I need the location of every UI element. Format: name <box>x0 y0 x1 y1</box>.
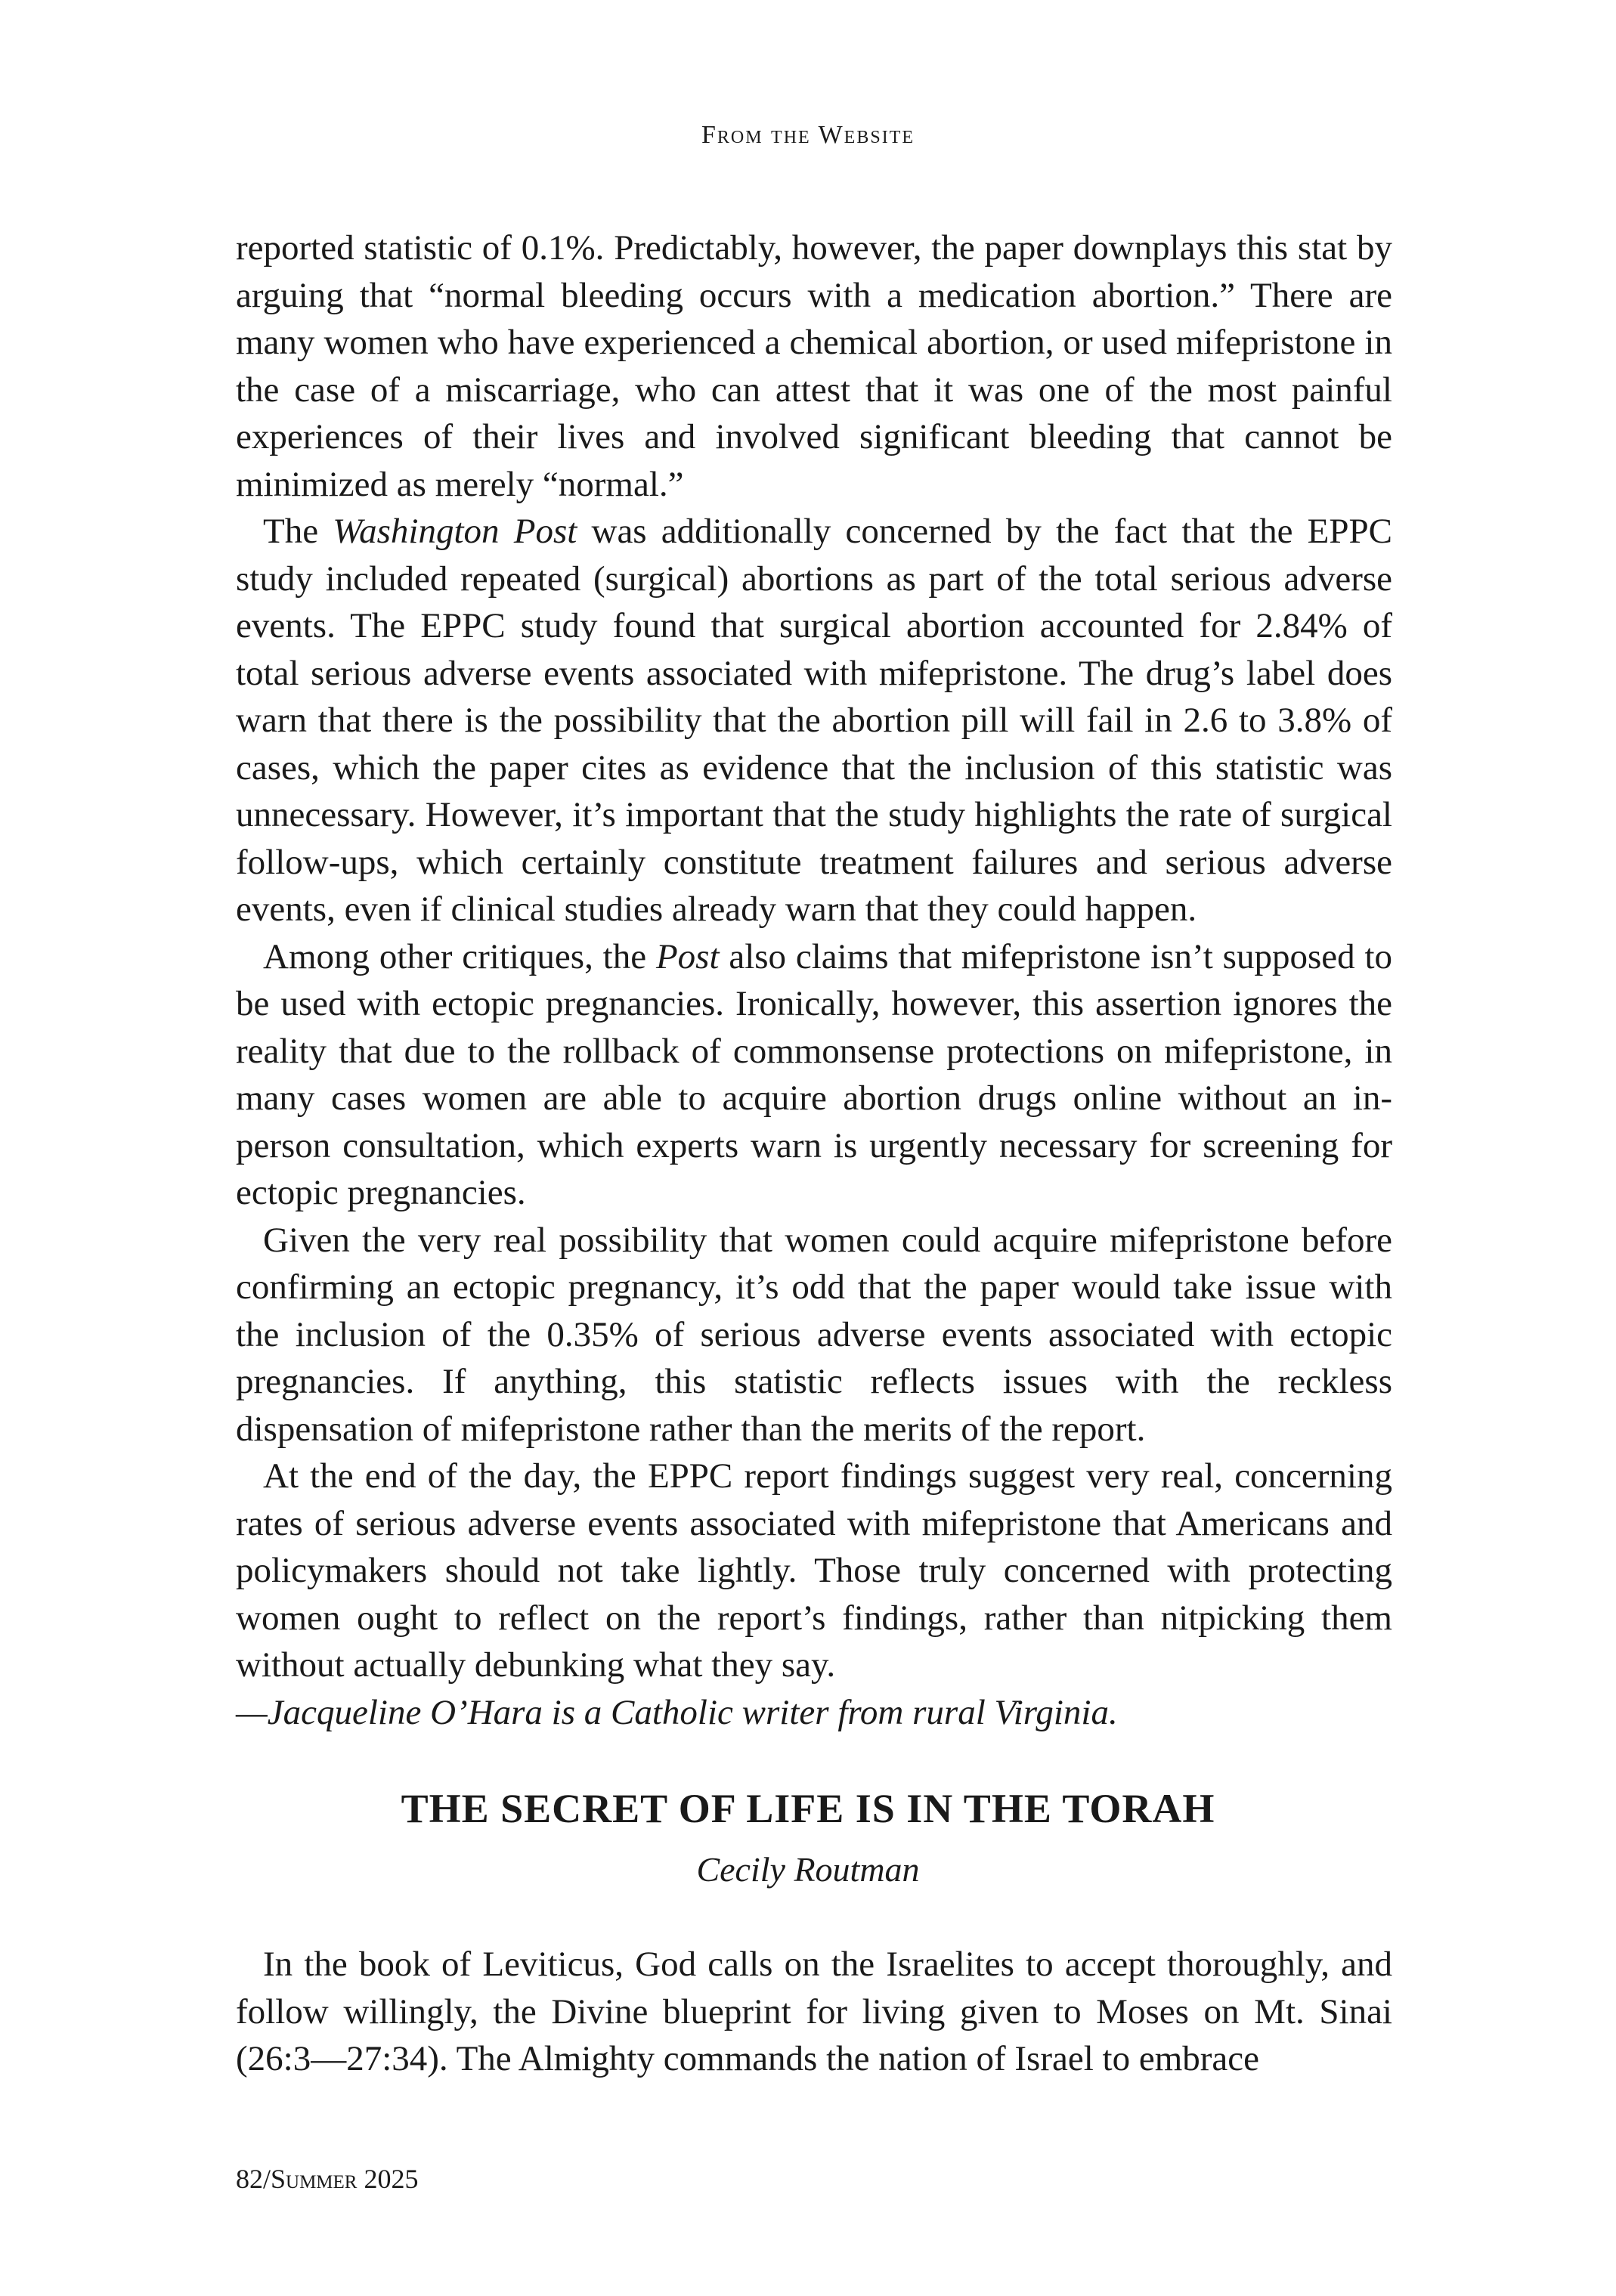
text-run: also claims that mifepristone isn’t supposed to be used with ectopic pregnancies. Ironically, however, this assertion ignores the reality that due to the rollback of commonsense protections on mifepristone, in many cases women are able to acquire abortion drugs online without an in-person consultation, which experts warn is urgently necessary for screening for ectopic pregnancies. <box>236 936 1392 1212</box>
publication-name: Post <box>655 936 720 976</box>
paragraph: Given the very real possibility that women could acquire mifepristone before confirming an ectopic pregnancy, it’s odd that the paper would take issue with the inclusion of the 0.35% of serious adverse events associated with ectopic pregnancies. If anything, this statistic reflects issues with the reckless dispensation of mifepristone rather than the merits of the report. <box>236 1220 1392 1449</box>
author-byline: —Jacqueline O’Hara is a Catholic writer from rural Virginia. <box>236 1692 1118 1732</box>
article-body <box>236 224 1392 1736</box>
paragraph: In the book of Leviticus, God calls on the Israelites to accept thoroughly, and follow willingly, the Divine blueprint for living given to Moses on Mt. Sinai (26:3—27:34). The Almighty commands the nation of Israel to embrace <box>236 1945 1392 2078</box>
publication-name: Washington Post <box>333 512 577 551</box>
text-run: Among other critiques, the <box>263 936 656 976</box>
page-folio: 82/Summer 2025 <box>236 2164 419 2194</box>
running-head: From the Website <box>701 121 915 149</box>
paragraph <box>236 508 1392 933</box>
article-body <box>236 1941 1392 2083</box>
paragraph <box>236 933 1392 1217</box>
paragraph: At the end of the day, the EPPC report findings suggest very real, concerning rates of serious adverse events associated with mifepristone that Americans and policymakers should not take lightly. Those truly concerned with protecting women ought to reflect on the report’s findings, rather than nitpicking them without actually debunking what they say. <box>236 1456 1392 1685</box>
text-run: was additionally concerned by the fact that the EPPC study included repeated (surgical) abortions as part of the total serious adverse events. The EPPC study found that surgical abortion accounted for 2.84% of total serious adverse events associated with mifepristone. The drug’s label does warn that there is the possibility that the abortion pill will fail in 2.6 to 3.8% of cases, which the paper cites as evidence that the inclusion of this statistic was unnecessary. However, it’s important that the study highlights the rate of surgical follow-ups, which certainly constitute treatment failures and serious adverse events, even if clinical studies already warn that they could happen. <box>236 512 1392 929</box>
article-title: THE SECRET OF LIFE IS IN THE TORAH <box>401 1786 1215 1831</box>
paragraph: reported statistic of 0.1%. Predictably, however, the paper downplays this stat by arguing that “normal bleeding occurs with a medication abortion.” There are many women who have experienced a chemical abortion, or used mifepristone in the case of a miscarriage, who can attest that it was one of the most painful experiences of their lives and involved significant bleeding that cannot be minimized as merely “normal.” <box>236 228 1392 504</box>
article-author: Cecily Routman <box>696 1850 920 1889</box>
text-run: The <box>263 512 333 551</box>
